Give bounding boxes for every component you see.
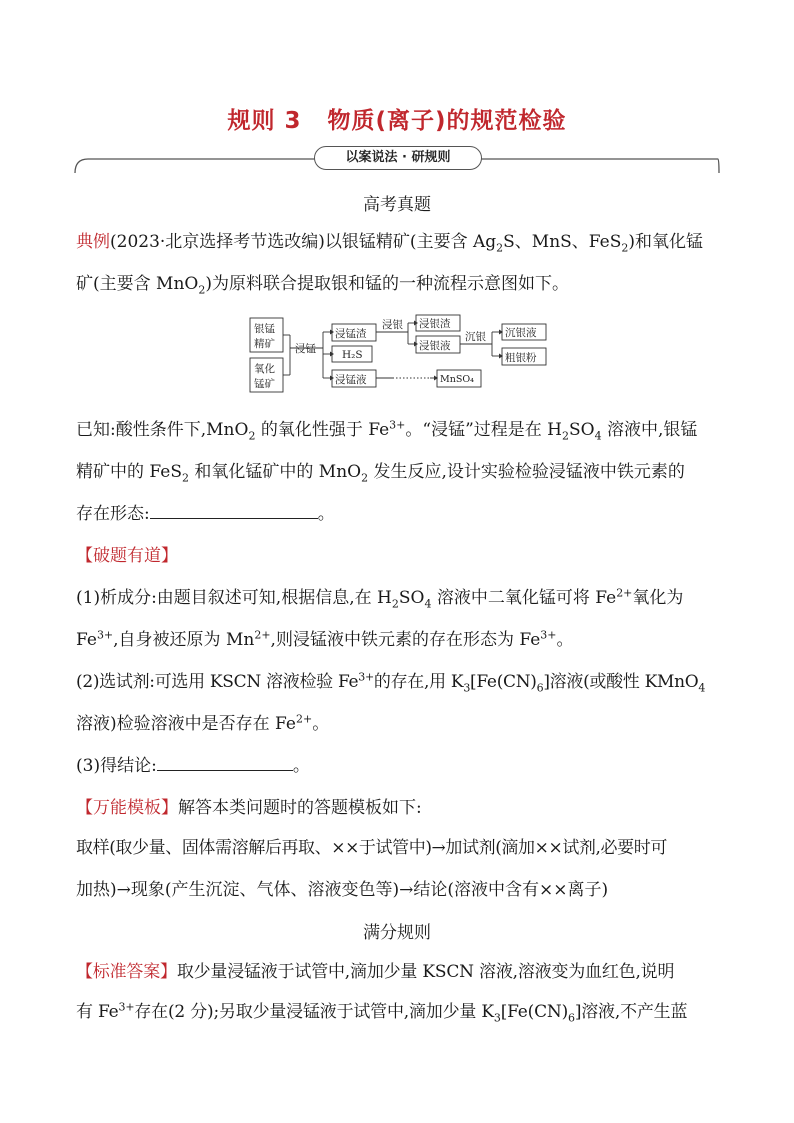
flow-src2-line1: 氧化 bbox=[254, 363, 275, 375]
poti-step1-line1: (1)析成分:由题目叙述可知,根据信息,在 $H_2SO_4$ 溶液中二氧化锰可将 $Fe^{2+}$氧化为 bbox=[76, 586, 684, 611]
flow-product-mnso4: MnSO₄ bbox=[440, 374, 474, 385]
flow-step-jinmeng: 浸锰 bbox=[295, 343, 316, 355]
example-line-2: 矿(主要含 MnO$_2$)为原料联合提取银和锰的一种流程示意图如下。 bbox=[76, 274, 569, 297]
flow-src1-line1: 银锰 bbox=[254, 323, 275, 335]
flow-step-jinyin: 浸银 bbox=[382, 319, 403, 331]
template-line-2: 取样(取少量、固体需溶解后再取、××于试管中)→加试剂(滴加××试剂,必要时可 bbox=[76, 838, 667, 858]
title-rule-number: 规则 3 bbox=[227, 108, 302, 134]
answer-line-2: 有 $Fe^{3+}$存在(2 分);另取少量浸锰液于试管中,滴加少量 $K_3[Fe(CN)_6]$溶液,不产生蓝 bbox=[76, 1000, 688, 1025]
known-line-3: 存在形态: 。 bbox=[76, 504, 335, 524]
flow-fin-chenyinye: 沉银液 bbox=[505, 327, 537, 339]
flow-out-jinmengzha: 浸锰渣 bbox=[335, 328, 367, 340]
section-heading-gaokao: 高考真题 bbox=[363, 195, 431, 215]
flow-src1-line2: 精矿 bbox=[254, 338, 275, 350]
flow-fin-cuyinfen: 粗银粉 bbox=[505, 352, 537, 364]
flow-out-h2s: H₂S bbox=[342, 349, 363, 361]
flow-out-jinmengye: 浸锰液 bbox=[335, 374, 367, 386]
answer-blank-1[interactable] bbox=[150, 504, 318, 519]
poti-step2-line1: (2)选试剂:可选用 KSCN 溶液检验 $Fe^{3+}$的存在,用 $K_3[Fe(CN)_6]$溶液(或酸性 KMnO$_4$ bbox=[76, 670, 706, 695]
flow-src2-line2: 锰矿 bbox=[254, 378, 275, 390]
title-subject: 物质(离子)的规范检验 bbox=[327, 108, 567, 134]
known-line-1: 已知:酸性条件下,MnO$_2$ 的氧化性强于 $Fe^{3+}$。“浸锰”过程是在 $H_2SO_4$ 溶液中,银锰 bbox=[76, 418, 698, 443]
section-banner: 以案说法 · 研规则 bbox=[314, 146, 482, 170]
template-line-3: 加热)→现象(产生沉淀、气体、溶液变色等)→结论(溶液中含有××离子) bbox=[76, 880, 609, 900]
answer-line-1: 【标准答案】取少量浸锰液于试管中,滴加少量 KSCN 溶液,溶液变为血红色,说明 bbox=[76, 962, 675, 982]
poti-header: 【破题有道】 bbox=[76, 546, 178, 566]
known-line-2: 精矿中的 FeS$_2$ 和氧化锰矿中的 MnO$_2$ 发生反应,设计实验检验浸锰液中铁元素的 bbox=[76, 462, 685, 485]
answer-blank-2[interactable] bbox=[157, 756, 293, 771]
example-line-1: 典例(2023·北京选择考节选改编)以银锰精矿(主要含 $Ag_2S$、MnS、FeS$_2$)和氧化锰 bbox=[76, 232, 704, 255]
flow-mid-jinyinzha: 浸银渣 bbox=[419, 318, 451, 330]
template-line-1: 【万能模板】解答本类问题时的答题模板如下: bbox=[76, 798, 422, 818]
poti-step2-line2: 溶液)检验溶液中是否存在 $Fe^{2+}$。 bbox=[76, 712, 330, 734]
section-heading-manfen: 满分规则 bbox=[363, 923, 431, 943]
flow-mid-jinyinye: 浸银液 bbox=[419, 340, 451, 352]
poti-step3: (3)得结论: 。 bbox=[76, 756, 310, 776]
page-title bbox=[0, 102, 794, 135]
process-flow-diagram bbox=[248, 312, 548, 398]
flow-step-chenyin: 沉银 bbox=[465, 331, 486, 343]
template-header: 【万能模板】 bbox=[76, 798, 178, 818]
answer-header: 【标准答案】 bbox=[76, 962, 177, 982]
example-label: 典例 bbox=[76, 232, 110, 252]
poti-step1-line2: $Fe^{3+}$,自身被还原为 $Mn^{2+}$,则浸锰液中铁元素的存在形态为 $Fe^{3+}$。 bbox=[76, 628, 574, 650]
